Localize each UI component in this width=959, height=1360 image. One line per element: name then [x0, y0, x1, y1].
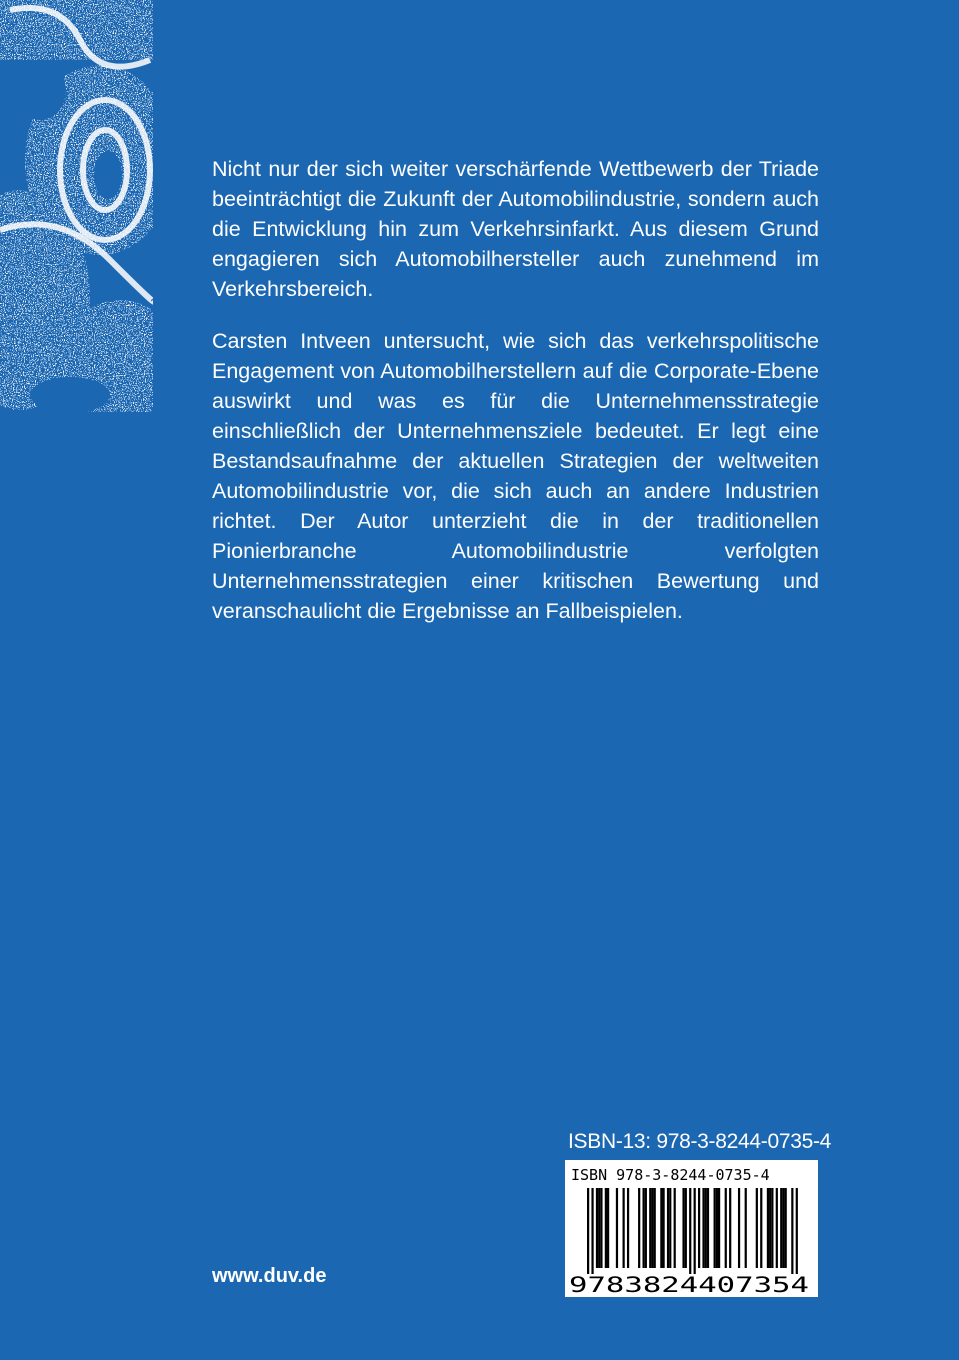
barcode-bar — [685, 1188, 687, 1268]
barcode-digits: 9783824407354 — [569, 1273, 809, 1297]
barcode-bar — [627, 1188, 629, 1268]
barcode-bar — [718, 1188, 720, 1268]
barcode-bar — [605, 1188, 607, 1268]
barcode-bar — [716, 1188, 718, 1268]
barcode-bar — [669, 1188, 671, 1268]
barcode-bar — [643, 1188, 645, 1268]
barcode-bar — [674, 1188, 676, 1268]
barcode-bar — [702, 1188, 704, 1268]
barcode-bar — [694, 1188, 696, 1274]
barcode-bar — [796, 1188, 798, 1274]
barcode-bar — [785, 1188, 787, 1268]
barcode-bar — [662, 1188, 664, 1268]
barcode-bar — [714, 1188, 716, 1268]
barcode-bar — [660, 1188, 662, 1268]
barcode-bar — [591, 1188, 593, 1274]
halftone-image — [0, 0, 153, 412]
barcode-bar — [760, 1188, 762, 1268]
publisher-website: www.duv.de — [212, 1265, 327, 1287]
barcode-bar — [729, 1188, 731, 1268]
barcode-bar — [596, 1188, 598, 1268]
barcode-bar — [638, 1188, 640, 1268]
barcode-bar — [707, 1188, 709, 1268]
barcode-bar — [698, 1188, 700, 1268]
barcode-bar — [745, 1188, 747, 1268]
barcode-bars — [587, 1188, 798, 1274]
barcode-bar — [769, 1188, 771, 1268]
blurb-paragraph-1: Nicht nur der sich weiter verschärfende Wettbewerb der Triade beeinträchtigt die Zukunft der Automobilindustrie, sondern auch die Entwicklung hin zum Verkehrsinfarkt. Aus diesem Grund engagieren sich Automobilhersteller auch zunehmend im Verkehrsbereich. — [212, 157, 819, 301]
barcode-bar — [651, 1188, 653, 1268]
barcode-bar — [705, 1188, 707, 1268]
barcode-bar — [587, 1188, 589, 1274]
barcode-bar — [645, 1188, 647, 1268]
barcode-graphic — [565, 1160, 818, 1297]
barcode-top-text: ISBN 978-3-8244-0735-4 — [571, 1166, 770, 1184]
blurb-paragraph-2: Carsten Intveen untersucht, wie sich das verkehrspolitische Engagement von Automobilherstellern auf die Corporate-Ebene auswirkt und was es für die Unternehmensstrategie einschließlich der Unternehmensziele bedeutet. Er legt eine Bestandsaufnahme der aktuellen Strategien der weltweiten Automobilindustrie vor, die sich auch an andere Industrien richtet. Der Autor unterzieht die in der traditionellen Pionierbranche Automobilindustrie verfolgten Unternehmensstrategien einer kritischen Bewertung und veranschaulicht die Ergebnisse an Fallbeispielen. — [212, 329, 819, 623]
barcode-bar — [607, 1188, 609, 1268]
barcode-bar — [782, 1188, 784, 1268]
barcode-bar — [738, 1188, 740, 1268]
barcode-bar — [767, 1188, 769, 1268]
isbn-label: ISBN-13: 978-3-8244-0735-4 — [568, 1130, 832, 1153]
blurb-text — [212, 154, 819, 648]
barcode-bar — [780, 1188, 782, 1268]
barcode-bar — [654, 1188, 656, 1268]
barcode-bar — [756, 1188, 758, 1268]
barcode-bar — [791, 1188, 793, 1274]
barcode-bar — [682, 1188, 684, 1268]
barcode-bar — [667, 1188, 669, 1268]
barcode-bar — [689, 1188, 691, 1274]
isbn-barcode — [565, 1160, 818, 1297]
cover-photo-halftone — [0, 0, 153, 412]
barcode-bar — [649, 1188, 651, 1268]
barcode-bar — [598, 1188, 600, 1268]
barcode-bar — [616, 1188, 618, 1268]
barcode-bar — [776, 1188, 778, 1268]
barcode-bar — [771, 1188, 773, 1268]
barcode-bar — [725, 1188, 727, 1268]
barcode-bar — [623, 1188, 625, 1268]
barcode-bar — [600, 1188, 602, 1268]
